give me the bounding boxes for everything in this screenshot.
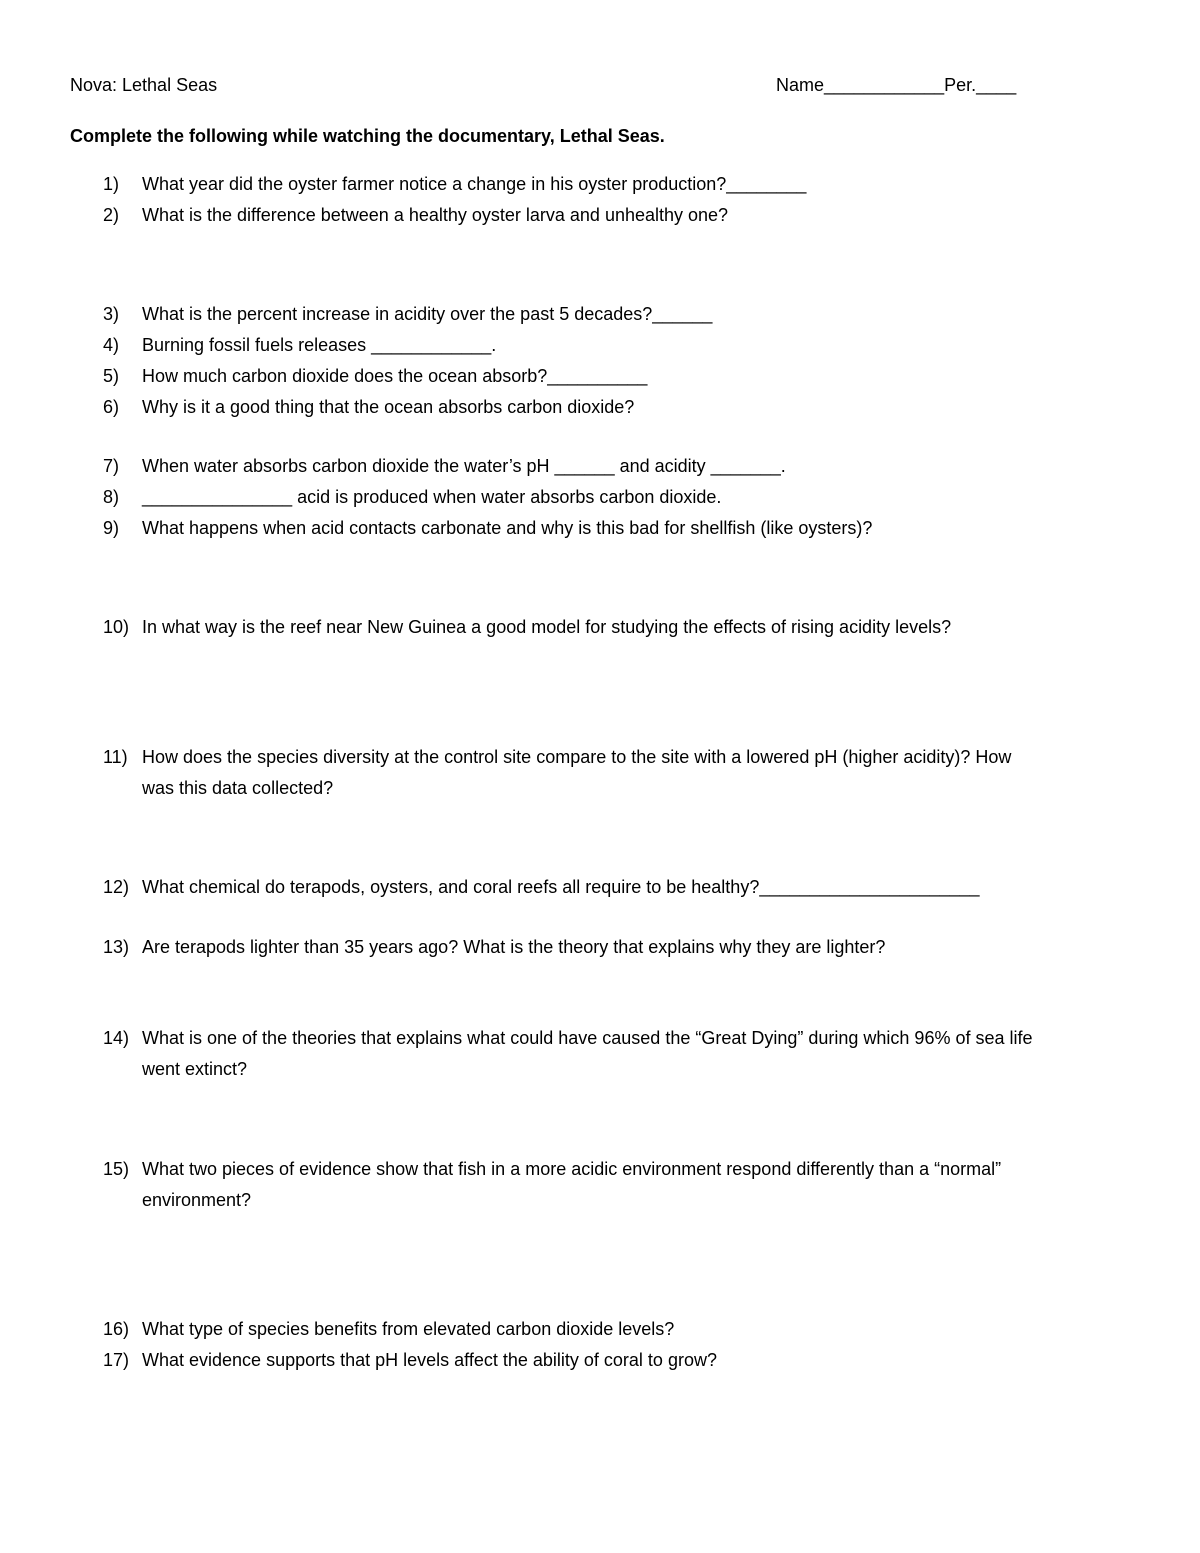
question-text: What is the difference between a healthy oyster larva and unhealthy one?	[142, 205, 729, 225]
question-text: Why is it a good thing that the ocean absorbs carbon dioxide?	[142, 397, 635, 417]
question-number: 7)	[103, 456, 120, 476]
question-number: 11)	[103, 747, 128, 767]
question-number: 16)	[103, 1319, 130, 1339]
question-number: 6)	[103, 397, 120, 417]
question-number: 4)	[103, 335, 120, 355]
question-number: 17)	[103, 1350, 130, 1370]
question-number: 14)	[103, 1028, 130, 1048]
question-text-continued: went extinct?	[142, 1059, 248, 1079]
question-text-continued: was this data collected?	[142, 778, 334, 798]
question-number: 5)	[103, 366, 120, 386]
question-number: 9)	[103, 518, 120, 538]
question-text: What two pieces of evidence show that fish in a more acidic environment respond differently than a “normal”	[142, 1159, 1002, 1179]
question-text: How does the species diversity at the control site compare to the site with a lowered pH (higher acidity)? How	[142, 747, 1012, 767]
question-text: What is the percent increase in acidity over the past 5 decades?______	[142, 304, 713, 324]
instructions: Complete the following while watching the documentary, Lethal Seas.	[70, 126, 665, 146]
worksheet-title: Nova: Lethal Seas	[70, 75, 218, 95]
question-text: Burning fossil fuels releases ____________.	[142, 335, 497, 355]
question-text: What year did the oyster farmer notice a change in his oyster production?________	[142, 174, 807, 194]
question-number: 15)	[103, 1159, 130, 1179]
question-number: 13)	[103, 937, 130, 957]
question-text: What is one of the theories that explains what could have caused the “Great Dying” during which 96% of sea life	[142, 1028, 1033, 1048]
question-number: 12)	[103, 877, 130, 897]
question-text: _______________ acid is produced when water absorbs carbon dioxide.	[142, 487, 722, 507]
question-text: What evidence supports that pH levels affect the ability of coral to grow?	[142, 1350, 717, 1370]
question-number: 8)	[103, 487, 120, 507]
question-number: 2)	[103, 205, 120, 225]
question-number: 10)	[103, 617, 130, 637]
question-text-continued: environment?	[142, 1190, 252, 1210]
question-text: In what way is the reef near New Guinea a good model for studying the effects of rising acidity levels?	[142, 617, 952, 637]
question-number: 3)	[103, 304, 120, 324]
name-period-field: Name____________Per.____	[776, 75, 1017, 95]
question-text: Are terapods lighter than 35 years ago? What is the theory that explains why they are lighter?	[142, 937, 886, 957]
question-text: What type of species benefits from elevated carbon dioxide levels?	[142, 1319, 675, 1339]
question-text: How much carbon dioxide does the ocean absorb?__________	[142, 366, 648, 386]
question-number: 1)	[103, 174, 120, 194]
question-text: When water absorbs carbon dioxide the water’s pH ______ and acidity _______.	[142, 456, 786, 476]
question-text: What happens when acid contacts carbonate and why is this bad for shellfish (like oysters)?	[142, 518, 873, 538]
question-text: What chemical do terapods, oysters, and coral reefs all require to be healthy?______________________	[142, 877, 980, 897]
